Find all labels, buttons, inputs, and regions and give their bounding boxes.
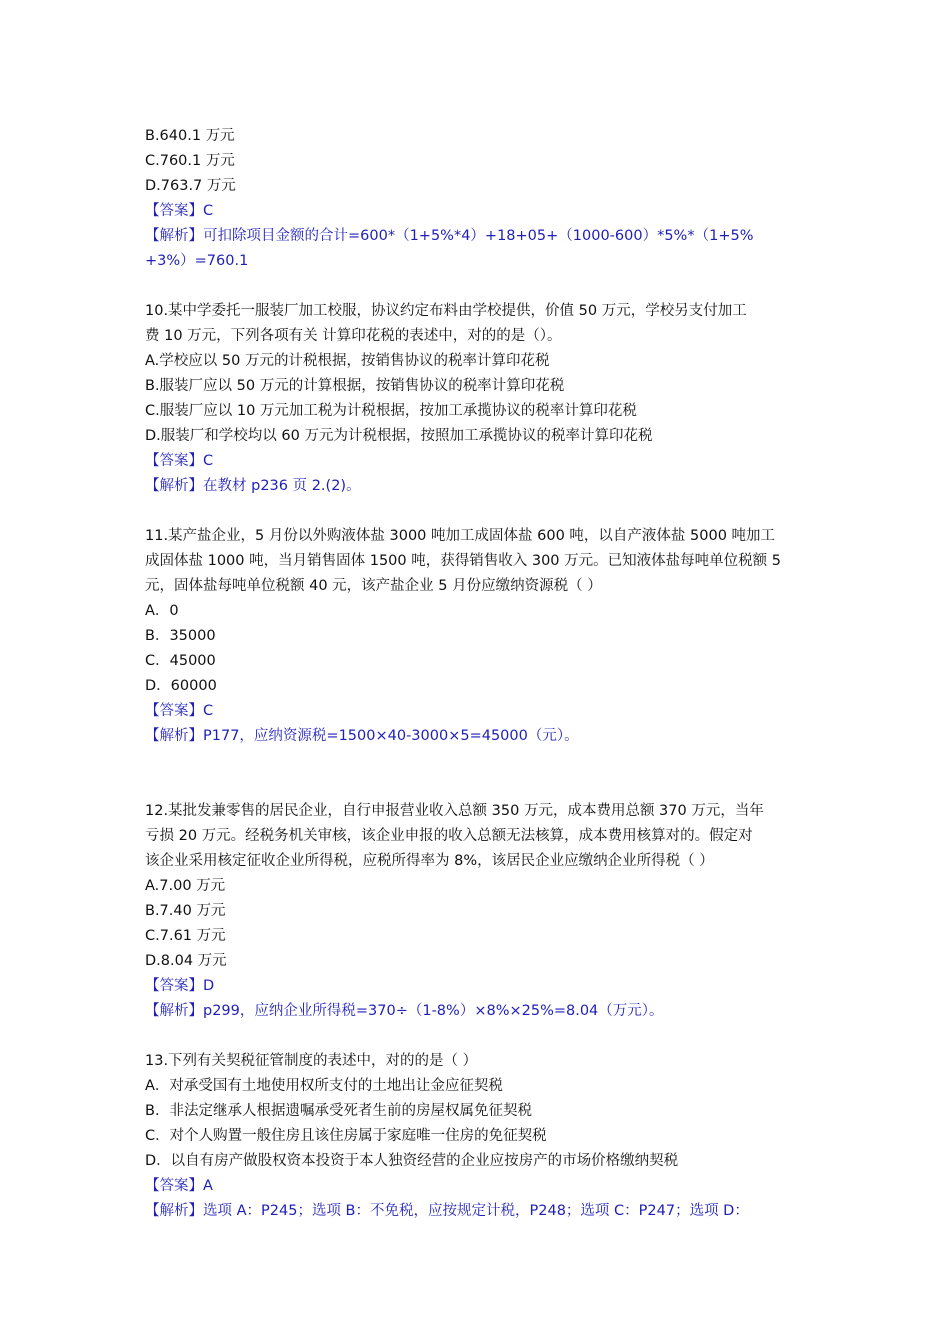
answer-line <box>145 449 815 474</box>
option-a: A.7.00 万元 <box>145 878 226 894</box>
answer-label: 【答案】 <box>145 203 203 219</box>
option-b: B.640.1 万元 <box>145 128 235 144</box>
answer-value: C <box>203 203 214 219</box>
question-stem: 元，固体盐每吨单位税额 40 元，该产盐企业 5 月份应缴纳资源税（ ） <box>145 578 602 594</box>
option-b: B．非法定继承人根据遗嘱承受死者生前的房屋权属免征契税 <box>145 1103 532 1119</box>
answer-value: A <box>203 1178 213 1194</box>
analysis-line <box>145 224 815 249</box>
option-b: B.服装厂应以 50 万元的计算根据，按销售协议的税率计算印花税 <box>145 378 565 394</box>
analysis-text-continued: +3%）=760.1 <box>145 253 249 269</box>
answer-line <box>145 974 815 999</box>
answer-value: C <box>203 453 214 469</box>
question-11 <box>145 524 815 749</box>
analysis-line <box>145 724 815 749</box>
analysis-label: 【解析】 <box>145 228 203 244</box>
option-d: D.763.7 万元 <box>145 178 236 194</box>
question-10 <box>145 299 815 499</box>
option-c: C．45000 <box>145 653 216 669</box>
option-c: C.服装厂应以 10 万元加工税为计税根据，按加工承揽协议的税率计算印花税 <box>145 403 637 419</box>
option-a: A．对承受国有土地使用权所支付的土地出让金应征契税 <box>145 1078 503 1094</box>
option-d: D.8.04 万元 <box>145 953 227 969</box>
question-stem: 该企业采用核定征收企业所得税，应税所得率为 8%，该居民企业应缴纳企业所得税（ ） <box>145 853 714 869</box>
analysis-label: 【解析】 <box>145 478 203 494</box>
answer-label: 【答案】 <box>145 453 203 469</box>
option-b: B.7.40 万元 <box>145 903 226 919</box>
question-12 <box>145 799 815 1024</box>
answer-line <box>145 1174 815 1199</box>
analysis-label: 【解析】 <box>145 1203 203 1219</box>
document-page <box>145 124 815 1224</box>
option-c: C.7.61 万元 <box>145 928 226 944</box>
question-13 <box>145 1049 815 1224</box>
analysis-text: P177，应纳资源税=1500×40-3000×5=45000（元）。 <box>203 728 579 744</box>
analysis-text: p299，应纳企业所得税=370÷（1-8%）×8%×25%=8.04（万元）。 <box>203 1003 664 1019</box>
option-d: D.服装厂和学校均以 60 万元为计税根据，按照加工承揽协议的税率计算印花税 <box>145 428 653 444</box>
question-stem: 12.某批发兼零售的居民企业，自行申报营业收入总额 350 万元，成本费用总额 370 万元，当年 <box>145 803 764 819</box>
analysis-line <box>145 999 815 1024</box>
question-stem: 费 10 万元，下列各项有关 计算印花税的表述中，对的的是（）。 <box>145 328 562 344</box>
answer-label: 【答案】 <box>145 978 203 994</box>
option-d: D．60000 <box>145 678 217 694</box>
question-stem: 11.某产盐企业，5 月份以外购液体盐 3000 吨加工成固体盐 600 吨，以自产液体盐 5000 吨加工 <box>145 528 776 544</box>
analysis-line <box>145 474 815 499</box>
option-a: A.学校应以 50 万元的计税根据，按销售协议的税率计算印花税 <box>145 353 550 369</box>
analysis-text: 选项 A：P245；选项 B：不免税，应按规定计税，P248；选项 C：P247；选项 D： <box>203 1203 749 1219</box>
answer-label: 【答案】 <box>145 1178 203 1194</box>
answer-line <box>145 199 815 224</box>
question-9 <box>145 124 815 274</box>
question-stem: 亏损 20 万元。经税务机关审核，该企业申报的收入总额无法核算，成本费用核算对的。假定对 <box>145 828 753 844</box>
analysis-line <box>145 1199 815 1224</box>
option-d: D．以自有房产做股权资本投资于本人独资经营的企业应按房产的市场价格缴纳契税 <box>145 1153 679 1169</box>
option-b: B．35000 <box>145 628 216 644</box>
option-c: C.760.1 万元 <box>145 153 235 169</box>
option-c: C．对个人购置一般住房且该住房属于家庭唯一住房的免征契税 <box>145 1128 547 1144</box>
analysis-label: 【解析】 <box>145 1003 203 1019</box>
analysis-text: 在教材 p236 页 2.(2)。 <box>203 478 361 494</box>
analysis-text: 可扣除项目金额的合计=600*（1+5%*4）+18+05+（1000-600）*5%*（1+5% <box>203 228 754 244</box>
question-stem: 10.某中学委托一服装厂加工校服，协议约定布料由学校提供，价值 50 万元，学校另支付加工 <box>145 303 747 319</box>
answer-value: C <box>203 703 214 719</box>
answer-label: 【答案】 <box>145 703 203 719</box>
option-a: A．0 <box>145 603 179 619</box>
question-stem: 13.下列有关契税征管制度的表述中，对的的是（ ） <box>145 1053 478 1069</box>
answer-line <box>145 699 815 724</box>
analysis-label: 【解析】 <box>145 728 203 744</box>
question-stem: 成固体盐 1000 吨，当月销售固体 1500 吨，获得销售收入 300 万元。已知液体盐每吨单位税额 5 <box>145 553 781 569</box>
answer-value: D <box>203 978 215 994</box>
